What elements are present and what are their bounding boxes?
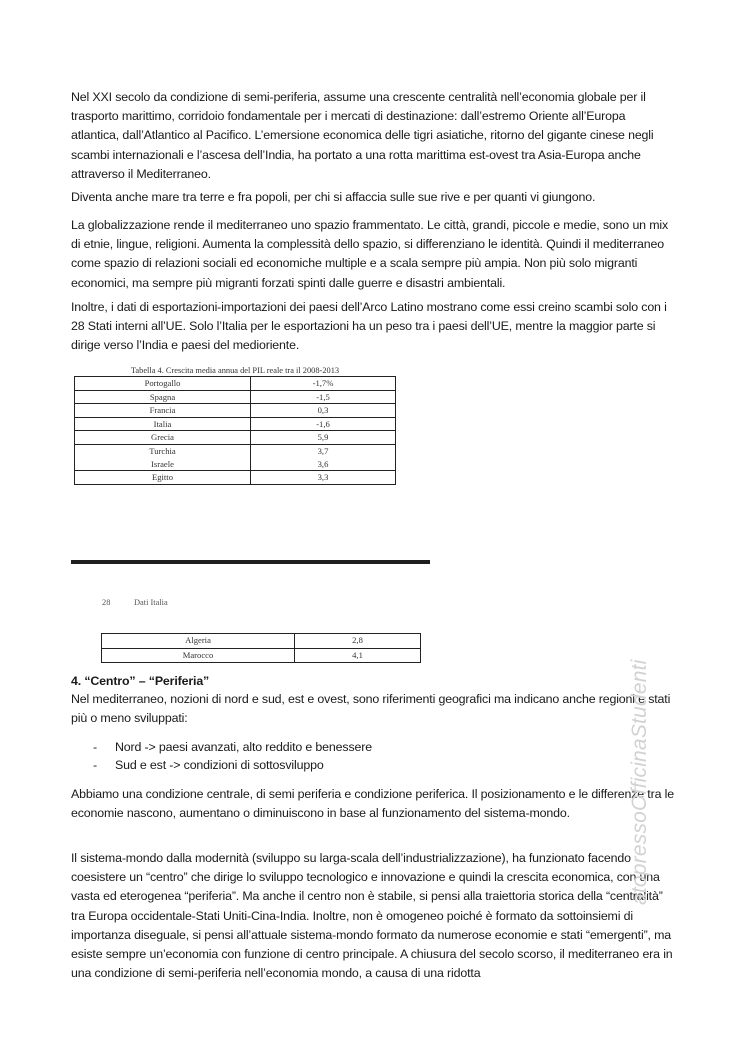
table-cell-country: Francia <box>75 404 251 418</box>
list-item-text: Nord -> paesi avanzati, alto reddito e benessere <box>115 740 372 754</box>
table-cell-country: Grecia <box>75 431 251 445</box>
bullet-dash-icon: - <box>93 758 97 773</box>
bullet-list <box>93 738 372 775</box>
bullet-dash-icon: - <box>93 740 97 754</box>
paragraph-exports-imports: Inoltre, i dati di esportazioni-importazioni dei paesi dell’Arco Latino mostrano come essi creino scambi solo con i 28 Stati interni all’UE. Solo l’Italia per le esportazioni ha un peso tra i paesi dell’UE, mentre la maggior parte si dirige verso l’India e paesi del medioriente. <box>71 300 667 353</box>
table-cell-value: 2,8 <box>295 634 421 649</box>
table-cell-country: Israele <box>75 458 251 471</box>
table-cell-value: 3,7 <box>251 444 396 457</box>
paragraph-north-south: Nel mediterraneo, nozioni di nord e sud, est e ovest, sono riferimenti geografici ma indicano anche regioni e stati più o meno sviluppati: <box>71 692 671 726</box>
table-cell-country: Turchia <box>75 444 251 457</box>
section-heading: 4. “Centro” – “Periferia” <box>71 674 210 688</box>
table-cell-value: 3,6 <box>251 458 396 471</box>
paragraph-sea-between-lands: Diventa anche mare tra terre e fra popoli, per chi si affaccia sulle sue rive e per quanti vi giungono. <box>71 190 596 204</box>
table-row <box>102 634 421 649</box>
gdp-growth-table <box>74 366 396 485</box>
table-cell-country: Spagna <box>75 390 251 404</box>
paragraph-mediterranean-centrality: Nel XXI secolo da condizione di semi-periferia, assume una crescente centralità nell’economia globale per il trasporto marittimo, corridoio fondamentale per i mercati di destinazione: dall’estremo Oriente all’Europa atlantica, dall’Atlantico al Pacifico. L’emersione economica delle tigri asiatiche, ritorno del gigante cinese negli scambi internazionali e l’ascesa dell’India, ha portato a una rotta marittima est-ovest tra Asia-Europa anche attraverso il Mediterraneo. <box>71 90 654 181</box>
watermark: atopressoOfficinaStudenti <box>628 659 651 905</box>
footnote-separator-rule <box>71 560 430 564</box>
table-cell-value: 0,3 <box>251 404 396 418</box>
table-row <box>75 404 396 418</box>
table-row <box>102 648 421 663</box>
table-cell-value: -1,6 <box>251 417 396 431</box>
table-row <box>75 377 396 391</box>
table-cell-value: 3,3 <box>251 471 396 485</box>
footnote-number: 28 <box>102 598 111 607</box>
table-row <box>75 431 396 445</box>
gdp-growth-table-grid <box>74 376 396 485</box>
paragraph-central-condition: Abbiamo una condizione centrale, di semi periferia e condizione periferica. Il posizionamento e le differenze tra le economie nascono, aumentano o diminuiscono in base al funzionamento del sistema-mondo. <box>71 787 674 821</box>
footnote-text: Dati Italia <box>134 598 168 607</box>
list-item <box>93 756 372 774</box>
list-item <box>93 738 372 756</box>
paragraph-world-system: Il sistema-mondo dalla modernità (sviluppo su larga-scala dell’industrializzazione), ha funzionato facendo coesistere un “centro” che dirige lo sviluppo tecnologico e innovazione e quindi la crescita economica, con una vasta ed eterogenea “periferia”. Ma anche il centro non è stabile, si pensi alla traiettoria storica della “centralità” tra Europa occidentale-Stati Uniti-Cina-India. Inoltre, non è omogeneo poiché è formato da sottoinsiemi di importanza diseguale, si pensi all’attuale sistema-mondo formato da numerose economie e stati “emergenti”, ma esiste sempre un’economia con funzione di centro principale. A chiusura del secolo scorso, il mediterraneo era in una condizione di semi-periferia nell’economia mondo, a causa di una ridotta <box>71 851 673 981</box>
table-cell-value: 4,1 <box>295 648 421 663</box>
table-cell-country: Italia <box>75 417 251 431</box>
table-cell-country: Marocco <box>102 648 295 663</box>
gdp-growth-table-continued <box>101 633 421 663</box>
paragraph-globalization: La globalizzazione rende il mediterraneo uno spazio frammentato. Le città, grandi, piccole e medie, sono un mix di etnie, lingue, religioni. Aumenta la complessità dello spazio, si differenziano le identità. Quindi il mediterraneo come spazio di relazioni sociali ed economiche multiple e a scala sempre più ampia. Non più solo migranti economici, ma sempre più migranti forzati spinti dalle guerre e disastri ambientali. <box>71 218 669 290</box>
table-cell-value: -1,7% <box>251 377 396 391</box>
table-row <box>75 417 396 431</box>
gdp-growth-table-continued-grid <box>101 633 421 663</box>
table-row <box>75 458 396 471</box>
table-cell-value: 5,9 <box>251 431 396 445</box>
table-cell-country: Egitto <box>75 471 251 485</box>
table-caption: Tabella 4. Crescita media annua del PIL reale tra il 2008-2013 <box>130 366 340 375</box>
table-row <box>75 471 396 485</box>
table-cell-country: Algeria <box>102 634 295 649</box>
table-row <box>75 390 396 404</box>
table-row <box>75 444 396 457</box>
list-item-text: Sud e est -> condizioni di sottosviluppo <box>115 758 324 773</box>
table-cell-value: -1,5 <box>251 390 396 404</box>
table-cell-country: Portogallo <box>75 377 251 391</box>
